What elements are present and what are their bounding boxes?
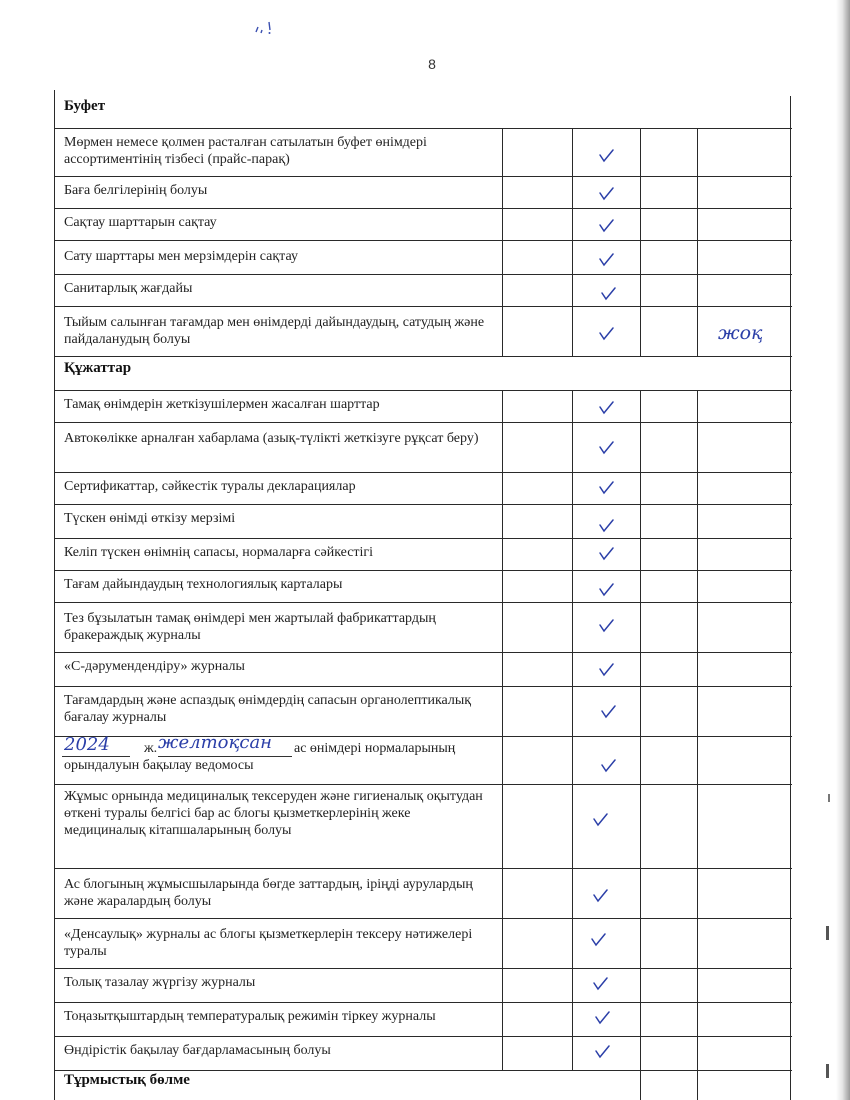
table-row: «С-дәрумендендіру» журналы — [64, 659, 245, 674]
row-divider — [54, 356, 792, 357]
row-divider — [54, 422, 792, 423]
checkmark-icon — [598, 252, 616, 268]
row-divider — [54, 176, 792, 177]
table-row: Толық тазалау жүргізу журналы — [64, 975, 256, 990]
row-divider — [54, 602, 792, 603]
checkmark-icon — [598, 148, 616, 164]
handwritten-month: желтоқсан — [158, 732, 273, 753]
checkmark-icon — [594, 1010, 612, 1026]
row-divider — [54, 472, 792, 473]
table-row: Тағам дайындаудың технологиялық карталары — [64, 577, 343, 592]
row-divider — [54, 652, 792, 653]
checkmark-icon — [598, 582, 616, 598]
table-row: Сақтау шарттарын сақтау — [64, 215, 217, 230]
scan-speck — [826, 926, 829, 940]
row-divider — [54, 868, 792, 869]
row-divider — [54, 1036, 792, 1037]
row-divider — [54, 390, 792, 391]
column-divider — [572, 128, 573, 356]
section-title-qujattar: Құжаттар — [64, 360, 132, 376]
checkmark-icon — [594, 1044, 612, 1060]
year-suffix: ж. — [144, 741, 158, 756]
row-divider — [54, 918, 792, 919]
checkmark-icon — [598, 326, 616, 342]
table-row: Ас блогының жұмысшыларында бөгде заттардың, іріңді аурулардың және жаралардың болуы — [64, 877, 473, 909]
row-divider — [54, 1070, 792, 1071]
table-row: «Денсаулық» журналы ас блогы қызметкерлерін тексеру нәтижелері туралы — [64, 927, 473, 959]
table-row: Сертификаттар, сәйкестік туралы декларациялар — [64, 479, 356, 494]
column-divider — [640, 128, 641, 356]
table-row: Тоңазытқыштардың температуралық режимін тіркеу журналы — [64, 1009, 436, 1024]
row-divider — [54, 128, 792, 129]
column-divider — [697, 128, 698, 356]
checkmark-icon — [600, 286, 618, 302]
row-divider — [54, 306, 792, 307]
handwritten-year: 2024 — [64, 734, 110, 755]
row-divider — [54, 686, 792, 687]
table-row: Тамақ өнімдерін жеткізушілермен жасалған шарттар — [64, 397, 380, 412]
scan-speck — [826, 1064, 829, 1078]
table-row: ас өнімдері нормаларының орындалуын бақылау ведомосы — [64, 741, 456, 773]
checkmark-icon — [598, 186, 616, 202]
table-row: Келіп түскен өнімнің сапасы, нормаларға сәйкестігі — [64, 545, 374, 560]
table-row: Автокөлікке арналған хабарлама (азық-түлікті жеткізуге рұқсат беру) — [64, 431, 479, 446]
checkmark-icon — [592, 976, 610, 992]
row-divider — [54, 784, 792, 785]
row-divider — [54, 274, 792, 275]
handwritten-note: жоқ — [718, 322, 763, 344]
table-row: Өндірістік бақылау бағдарламасының болуы — [64, 1043, 331, 1058]
table-row: Тыйым салынған тағамдар мен өнімдерді дайындаудың, сатудың және пайдаланудың болуы — [64, 315, 485, 347]
checkmark-icon — [598, 662, 616, 678]
checkmark-icon — [600, 704, 618, 720]
row-divider — [54, 570, 792, 571]
table-row: Санитарлық жағдайы — [64, 281, 193, 296]
table-row: Тағамдардың және аспаздық өнімдердің сапасын органолептикалық бағалау журналы — [64, 693, 472, 725]
scan-edge-shadow — [836, 0, 850, 1100]
checkmark-icon — [592, 888, 610, 904]
table-row: Түскен өнімді өткізу мерзімі — [64, 511, 236, 526]
checkmark-icon — [590, 932, 608, 948]
table-border-right — [790, 96, 791, 1100]
table-row: Жұмыс орнында медициналық тексеруден және гигиеналық оқытудан өткені туралы белгісі бар ас блогы қызметкерлерінің жеке медициналық кітапшаларының болуы — [64, 789, 483, 838]
page-number: 8 — [428, 56, 436, 72]
column-divider — [640, 390, 641, 1100]
column-divider — [697, 390, 698, 1100]
row-divider — [54, 208, 792, 209]
row-divider — [54, 504, 792, 505]
checkmark-icon — [598, 618, 616, 634]
table-border-left — [54, 90, 55, 1100]
checkmark-icon — [598, 218, 616, 234]
checkmark-icon — [598, 400, 616, 416]
section-title-turmystyq: Тұрмыстық бөлме — [64, 1072, 190, 1088]
checkmark-icon — [598, 518, 616, 534]
table-row: Сату шарттары мен мерзімдерін сақтау — [64, 249, 298, 264]
inspection-table — [54, 90, 792, 1100]
table-row: Тез бұзылатын тамақ өнімдері мен жартылай фабрикаттардың бракераждық журналы — [64, 611, 436, 643]
table-row: Мөрмен немесе қолмен расталған сатылатын буфет өнімдері ассортиментінің тізбесі (прайс-парақ) — [64, 135, 427, 167]
checkmark-icon — [598, 440, 616, 456]
section-title-bufet: Буфет — [64, 98, 106, 114]
checkmark-icon — [600, 758, 618, 774]
row-divider — [54, 1002, 792, 1003]
table-row: Баға белгілерінің болуы — [64, 183, 208, 198]
column-divider — [502, 128, 503, 356]
checkmark-icon — [598, 480, 616, 496]
row-divider — [54, 968, 792, 969]
scan-speck — [828, 794, 830, 802]
row-divider — [54, 240, 792, 241]
checkmark-icon — [592, 812, 610, 828]
checkmark-icon — [598, 546, 616, 562]
ink-speck-icon — [252, 18, 280, 38]
row-divider — [54, 538, 792, 539]
